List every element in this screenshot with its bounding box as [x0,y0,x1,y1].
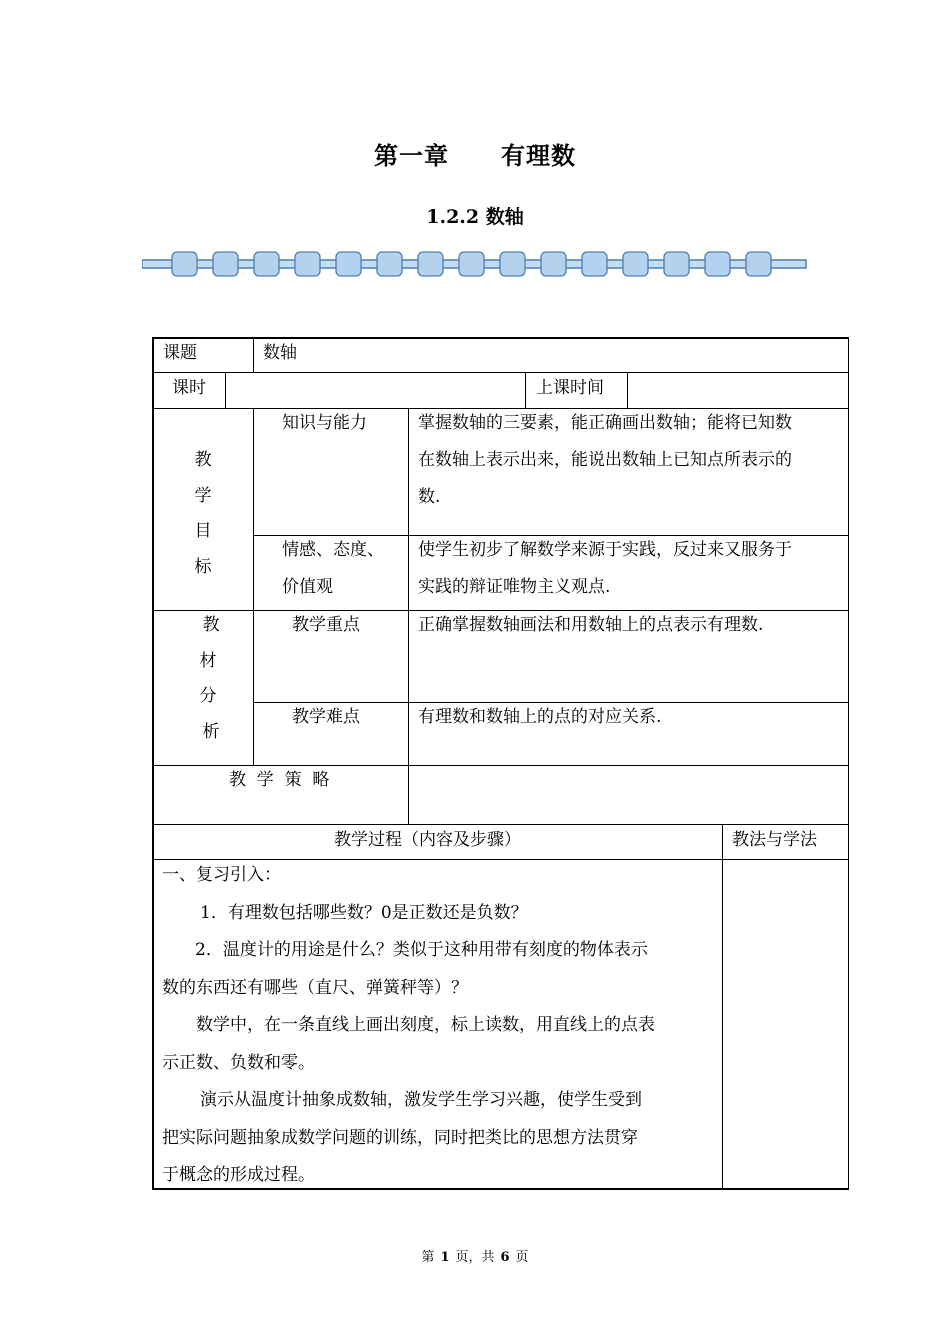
divider-bead [746,252,771,276]
knowledge-label: 知识与能力 [282,413,367,433]
process-line: 数的东西还有哪些（直尺、弹簧秤等）？ [162,977,468,998]
process-line: 一、复习引入： [162,865,281,885]
process-line: 2．温度计的用途是什么？类似于这种用带有刻度的物体表示 [195,940,648,960]
section-title: 1.2.2 数轴 [426,206,524,228]
process-line: 数学中，在一条直线上画出刻度，标上读数，用直线上的点表 [196,1015,655,1035]
emotion-label: 情感、态度、 价值观 [282,540,384,597]
process-header: 教学过程（内容及步骤） [334,830,521,850]
chapter-name: 有理数 [501,141,576,170]
bead-divider [142,248,810,282]
strategy-label: 教 学 策 略 [229,770,330,790]
table-rule-v [627,372,628,409]
table-rule-v [253,337,254,373]
divider-bead [336,252,361,276]
divider-bead [705,252,730,276]
process-line: 1．有理数包括哪些数？0是正数还是负数？ [200,902,528,923]
divider-bead [418,252,443,276]
divider-bead [213,252,238,276]
table-rule-v [408,408,409,825]
page-total: 6 [500,1250,510,1265]
divider-bead [377,252,402,276]
table-rule-v [253,408,254,766]
emotion-text: 使学生初步了解数学来源于实践，反过来又服务于 实践的辩证唯物主义观点. [418,540,792,597]
difficulty-text: 有理数和数轴上的点的对应关系. [418,707,662,727]
page-footer: 第 1 页，共 6 页 [421,1250,529,1265]
keypoint-text: 正确掌握数轴画法和用数轴上的点表示有理数. [418,615,764,635]
page-number: 1 [440,1250,450,1265]
knowledge-text: 掌握数轴的三要素，能正确画出数轴；能将已知数 在数轴上表示出来，能说出数轴上已知点所表示的 数. [418,413,792,507]
class-time-label: 上课时间 [536,378,604,398]
process-content [162,857,655,1195]
table-rule [152,372,849,373]
divider-bead [254,252,279,276]
table-rule-v [722,824,723,1189]
table-border-top [152,337,849,339]
goals-label: 教 学 目 标 [194,450,212,577]
analysis-label: 教 材 分 析 [199,615,220,742]
divider-bead [623,252,648,276]
process-line: 把实际问题抽象成数学问题的训练，同时把类比的思想方法贯穿 [162,1127,638,1148]
topic-value: 数轴 [263,343,297,363]
method-header: 教法与学法 [732,830,817,850]
difficulty-label: 教学难点 [292,707,360,727]
divider-bead [459,252,484,276]
keypoint-label: 教学重点 [292,615,360,635]
table-rule-v [225,372,226,409]
hours-label: 课时 [172,378,206,398]
topic-label: 课题 [163,343,197,363]
divider-beads [172,252,771,276]
table-rule-v [525,372,526,409]
process-line: 演示从温度计抽象成数轴，激发学生学习兴趣，使学生受到 [200,1090,642,1110]
divider-bead [541,252,566,276]
divider-bead [582,252,607,276]
divider-bead [295,252,320,276]
chapter-title [0,136,950,171]
divider-bead [500,252,525,276]
process-line: 示正数、负数和零。 [162,1052,315,1073]
chapter-number: 第一章 [374,141,449,170]
table-border-right [848,337,850,1189]
table-border-left [152,337,154,1189]
divider-bead [172,252,197,276]
divider-bead [664,252,689,276]
process-line: 于概念的形成过程。 [162,1165,315,1185]
